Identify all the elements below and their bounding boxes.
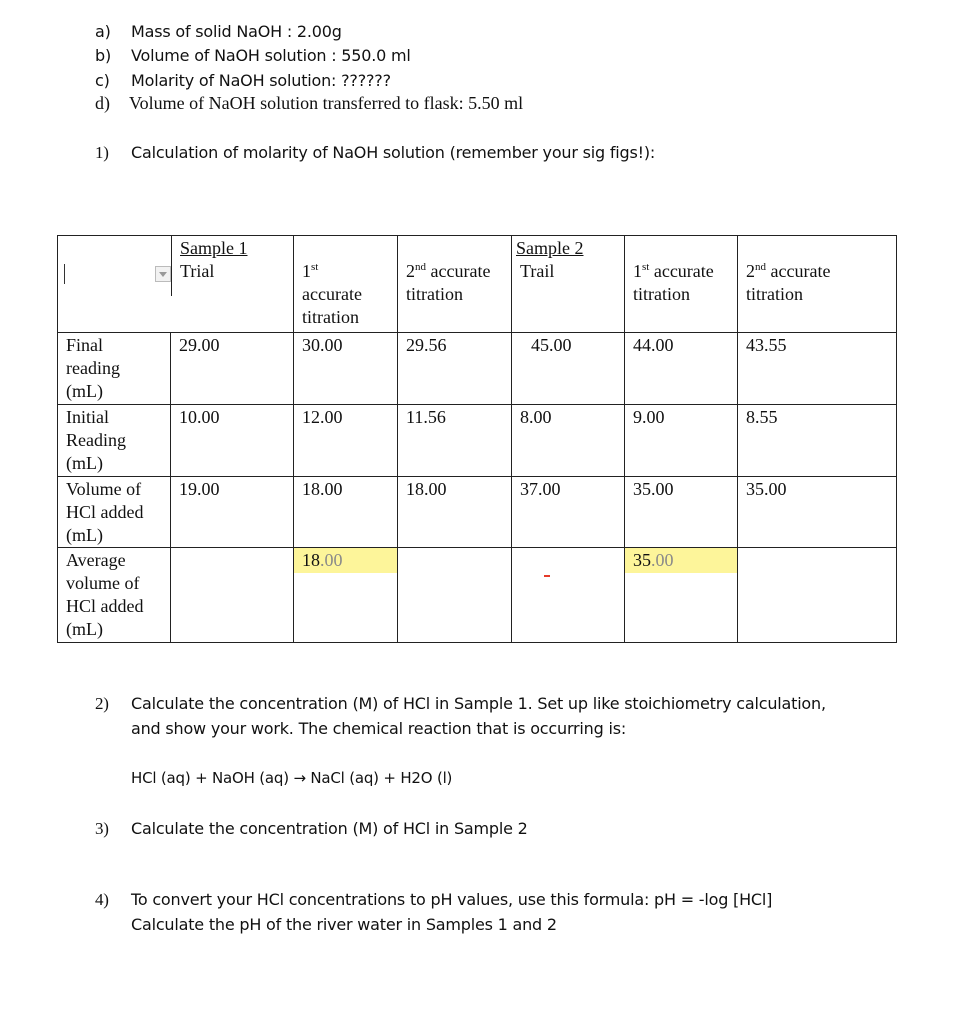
list-marker: b) bbox=[95, 46, 111, 65]
row-label bbox=[58, 548, 171, 643]
list-marker: 1) bbox=[95, 143, 109, 162]
question-1 bbox=[95, 143, 655, 163]
dropdown-icon[interactable] bbox=[155, 266, 171, 282]
list-marker: c) bbox=[95, 71, 110, 90]
list-marker: a) bbox=[95, 22, 111, 41]
given-b bbox=[95, 46, 411, 65]
question-4 bbox=[95, 890, 772, 910]
given-text: Volume of NaOH solution : 550.0 ml bbox=[131, 46, 411, 65]
s2-trial-header bbox=[512, 236, 625, 333]
label-line: Initial bbox=[66, 407, 109, 427]
header-text: accurate bbox=[766, 261, 831, 281]
table-cell[interactable]: 35.00 bbox=[738, 477, 897, 548]
label-line: Average bbox=[66, 550, 126, 570]
label-line: (mL) bbox=[66, 453, 103, 473]
question-3 bbox=[95, 819, 528, 839]
label-line: Volume of bbox=[66, 479, 142, 499]
s2-acc1-header bbox=[625, 236, 738, 333]
header-text: accurate bbox=[426, 261, 491, 281]
table-cell[interactable]: 18.00 bbox=[398, 477, 512, 548]
trial-label: Trial bbox=[180, 261, 215, 281]
ordinal-suffix: nd bbox=[415, 261, 426, 273]
header-text: titration bbox=[406, 284, 463, 304]
question-text: To convert your HCl concentrations to pH values, use this formula: pH = -log [HCl] bbox=[131, 890, 773, 909]
given-text: Molarity of NaOH solution: ?????? bbox=[131, 71, 391, 90]
table-cell[interactable]: 35.00 bbox=[625, 477, 738, 548]
ordinal-suffix: st bbox=[311, 261, 319, 273]
label-line: HCl added bbox=[66, 596, 144, 616]
text-cursor bbox=[64, 264, 65, 284]
table-cell[interactable]: 19.00 bbox=[171, 477, 294, 548]
question-4-cont bbox=[131, 915, 557, 934]
header-corner-cell bbox=[58, 236, 294, 333]
table-cell[interactable]: 29.56 bbox=[398, 333, 512, 405]
table-cell[interactable]: 8.00 bbox=[512, 405, 625, 477]
list-marker: 3) bbox=[95, 819, 109, 838]
reaction-text: HCl (aq) + NaOH (aq) → NaCl (aq) + H2O (l) bbox=[131, 769, 453, 787]
red-mark bbox=[544, 575, 550, 577]
header-text: accurate bbox=[649, 261, 714, 281]
table-cell[interactable] bbox=[738, 548, 897, 643]
table-cell[interactable]: 8.55 bbox=[738, 405, 897, 477]
value-part: .00 bbox=[320, 550, 343, 570]
trial-label: Trail bbox=[520, 261, 555, 281]
table-cell[interactable] bbox=[171, 548, 294, 643]
table-row-volume-hcl bbox=[58, 477, 897, 548]
header-text: accurate bbox=[302, 284, 362, 304]
value-part: 35 bbox=[633, 550, 651, 570]
table-cell[interactable] bbox=[625, 548, 738, 643]
table-cell[interactable]: 45.00 bbox=[512, 333, 625, 405]
table-cell[interactable]: 18.00 bbox=[294, 477, 398, 548]
label-line: Reading bbox=[66, 430, 126, 450]
row-label bbox=[58, 333, 171, 405]
list-marker: 2) bbox=[95, 694, 109, 713]
sample-1-title: Sample 1 bbox=[180, 238, 248, 258]
question-text: Calculate the pH of the river water in Samples 1 and 2 bbox=[131, 915, 557, 934]
given-text: Volume of NaOH solution transferred to flask: 5.50 ml bbox=[129, 93, 524, 113]
sample-2-title: Sample 2 bbox=[516, 238, 584, 258]
header-text: titration bbox=[633, 284, 690, 304]
s1-acc2-header bbox=[398, 236, 512, 333]
s2-acc2-header bbox=[738, 236, 897, 333]
ordinal-suffix: st bbox=[642, 261, 650, 273]
given-c bbox=[95, 71, 391, 90]
label-line: HCl added bbox=[66, 502, 144, 522]
table-cell[interactable] bbox=[512, 548, 625, 643]
empty-cell[interactable] bbox=[58, 236, 172, 296]
question-text: and show your work. The chemical reaction that is occurring is: bbox=[131, 719, 627, 738]
table-row-final-reading bbox=[58, 333, 897, 405]
label-line: (mL) bbox=[66, 381, 103, 401]
ordinal-number: 1 bbox=[302, 261, 311, 281]
table-cell[interactable]: 44.00 bbox=[625, 333, 738, 405]
question-text: Calculate the concentration (M) of HCl in Sample 1. Set up like stoichiometry calculation, bbox=[131, 694, 826, 713]
table-cell[interactable] bbox=[294, 548, 398, 643]
highlighted-value bbox=[625, 548, 737, 573]
table-cell[interactable]: 37.00 bbox=[512, 477, 625, 548]
row-label bbox=[58, 477, 171, 548]
label-line: Final bbox=[66, 335, 104, 355]
table-cell[interactable]: 29.00 bbox=[171, 333, 294, 405]
ordinal-number: 2 bbox=[406, 261, 415, 281]
given-d bbox=[95, 93, 523, 114]
chemical-reaction bbox=[131, 769, 452, 787]
question-2-cont bbox=[131, 719, 626, 738]
question-2 bbox=[95, 694, 826, 714]
table-cell[interactable] bbox=[398, 548, 512, 643]
titration-table bbox=[57, 235, 897, 643]
header-text: titration bbox=[302, 307, 359, 327]
table-cell[interactable]: 12.00 bbox=[294, 405, 398, 477]
table-header-row bbox=[58, 236, 897, 333]
value-part: .00 bbox=[651, 550, 674, 570]
table-cell[interactable]: 9.00 bbox=[625, 405, 738, 477]
table-cell[interactable]: 11.56 bbox=[398, 405, 512, 477]
row-label bbox=[58, 405, 171, 477]
list-marker: d) bbox=[95, 93, 110, 113]
ordinal-suffix: nd bbox=[755, 261, 766, 273]
label-line: volume of bbox=[66, 573, 140, 593]
table-cell[interactable]: 30.00 bbox=[294, 333, 398, 405]
sample-1-header bbox=[172, 236, 256, 332]
header-text: titration bbox=[746, 284, 803, 304]
question-text: Calculate the concentration (M) of HCl in Sample 2 bbox=[131, 819, 528, 838]
table-cell[interactable]: 43.55 bbox=[738, 333, 897, 405]
table-row-average-volume bbox=[58, 548, 897, 643]
ordinal-number: 2 bbox=[746, 261, 755, 281]
table-cell[interactable]: 10.00 bbox=[171, 405, 294, 477]
s1-acc1-header bbox=[294, 236, 398, 333]
label-line: (mL) bbox=[66, 525, 103, 545]
question-text: Calculation of molarity of NaOH solution (remember your sig figs!): bbox=[131, 143, 656, 162]
label-line: reading bbox=[66, 358, 120, 378]
label-line: (mL) bbox=[66, 619, 103, 639]
given-text: Mass of solid NaOH : 2.00g bbox=[131, 22, 342, 41]
highlighted-value bbox=[294, 548, 397, 573]
value-part: 18 bbox=[302, 550, 320, 570]
ordinal-number: 1 bbox=[633, 261, 642, 281]
table-row-initial-reading bbox=[58, 405, 897, 477]
list-marker: 4) bbox=[95, 890, 109, 909]
given-a bbox=[95, 22, 342, 41]
